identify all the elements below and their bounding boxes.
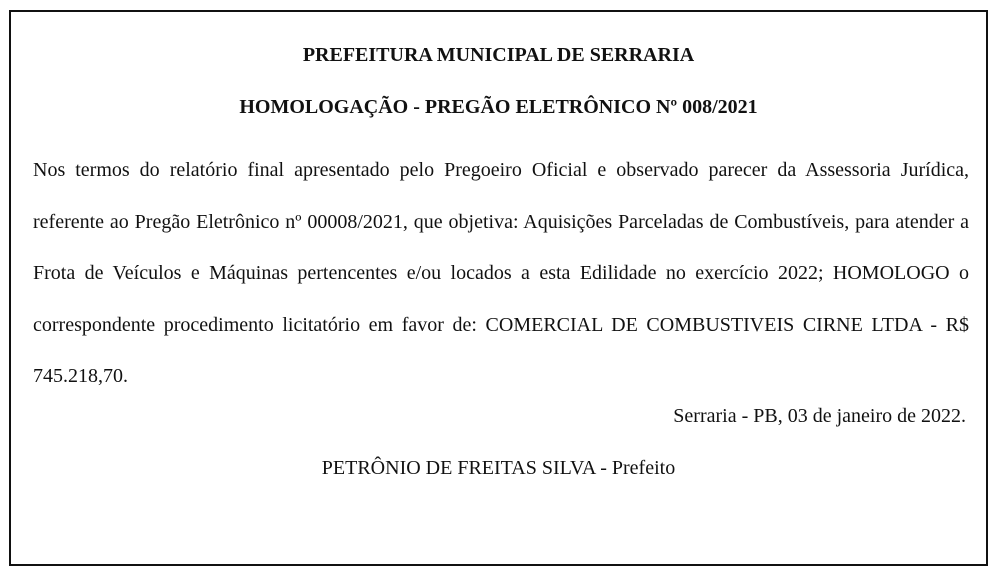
issuer-heading: PREFEITURA MUNICIPAL DE SERRARIA <box>302 44 695 66</box>
signatory: PETRÔNIO DE FREITAS SILVA - Prefeito <box>321 457 676 479</box>
place-date: Serraria - PB, 03 de janeiro de 2022. <box>673 405 966 427</box>
document-frame <box>9 10 988 566</box>
document-title: HOMOLOGAÇÃO - PREGÃO ELETRÔNICO Nº 008/2021 <box>239 96 758 118</box>
body-paragraph: Nos termos do relatório final apresentado pelo Pregoeiro Oficial e observado parecer da Assessoria Jurídica, referente ao Pregão Eletrônico nº 00008/2021, que objetiva: Aquisições Parceladas de Combustíveis, para atender a Frota de Veículos e Máquinas pertencentes e/ou locados a esta Edilidade no exercício 2022; HOMOLOGO o correspondente procedimento licitatório em favor de: COMERCIAL DE COMBUSTIVEIS CIRNE LTDA - R$ 745.218,70. <box>33 159 969 387</box>
